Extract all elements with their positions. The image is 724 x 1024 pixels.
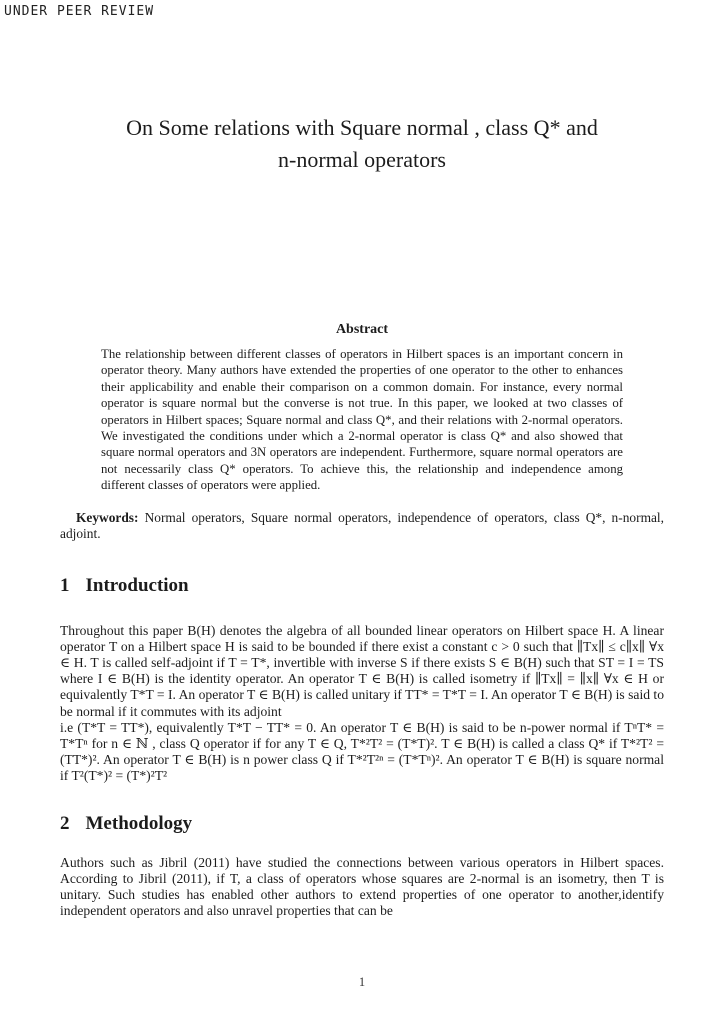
abstract-heading: Abstract: [335, 322, 389, 337]
methodology-paragraph-1: Authors such as Jibril (2011) have studied the connections between various operators in Hilbert spaces. According to Jibril (2011), if T, a class of operators whose squares are 2-normal is an isometry, then T is unitary. Such studies has enabled other authors to extend properties of one operator to another,identify independent operators and also unravel properties that can be: [60, 854, 664, 919]
page-number: 1: [358, 975, 366, 989]
introduction-paragraph-1: Throughout this paper B(H) denotes the algebra of all bounded linear operators on Hilbert space H. A linear operator T on a Hilbert space H is said to be bounded if there exist a constant c > 0 such that ∥Tx∥ ≤ c∥x∥ ∀x ∈ H. T is called self-adjoint if T = T*, invertible with inverse S if there exists S ∈ B(H) such that ST = I = TS where I ∈ B(H) is the identity operator. An operator T ∈ B(H) is called isometry if ∥Tx∥ = ∥x∥ ∀x ∈ H or equivalently T*T = I. An operator T ∈ B(H) is called unitary if TT* = T*T = I. An operator T ∈ B(H) is said to be normal if it commutes with its adjoint: [60, 622, 664, 719]
section-heading-introduction: [60, 573, 664, 599]
section-number: 2: [60, 812, 70, 834]
peer-review-watermark: UNDER PEER REVIEW: [4, 4, 155, 19]
introduction-paragraph-2: i.e (T*T = TT*), equivalently T*T − TT* = 0. An operator T ∈ B(H) is said to be n-power normal if TⁿT* = T*Tⁿ for n ∈ ℕ , class Q operator if for any T ∈ Q, T*²T² = (T*T)². T ∈ B(H) is called a class Q* if T*²T² = (TT*)². An operator T ∈ B(H) is n power class Q if T*²T²ⁿ = (T*Tⁿ)². An operator T ∈ B(H) is square normal if T²(T*)² = (T*)²T²: [60, 719, 664, 784]
section-number: 1: [60, 574, 70, 596]
section-heading-methodology: [60, 811, 664, 837]
keywords-text: Normal operators, Square normal operators, independence of operators, class Q*, n-normal, adjoint.: [60, 509, 664, 542]
paper-title-line-1: On Some relations with Square normal , class Q* and: [126, 115, 598, 140]
keywords-paragraph: [60, 510, 664, 543]
keywords-label: Keywords:: [76, 509, 139, 525]
paper-title-line-2: n-normal operators: [278, 147, 446, 172]
paper-title: [0, 0, 724, 176]
abstract-body: The relationship between different classes of operators in Hilbert spaces is an important concern in operator theory. Many authors have extended the properties of one operator to the other to enhances their applicability and enable their comparison on a common domain. For instance, every normal operator is square normal but the converse is not true. In this paper, we looked at two classes of operators in Hilbert spaces; Square normal and class Q*, and their relations with 2-normal operators. We investigated the conditions under which a 2-normal operator is class Q* and also showed that square normal operators and 3N operators are independent. Furthermore, square normal operators are not necessarily class Q* operators. To achieve this, the relationship and independence among different classes of operators were applied.: [101, 347, 623, 493]
section-title: Introduction: [85, 574, 189, 596]
section-title: Methodology: [85, 812, 193, 834]
